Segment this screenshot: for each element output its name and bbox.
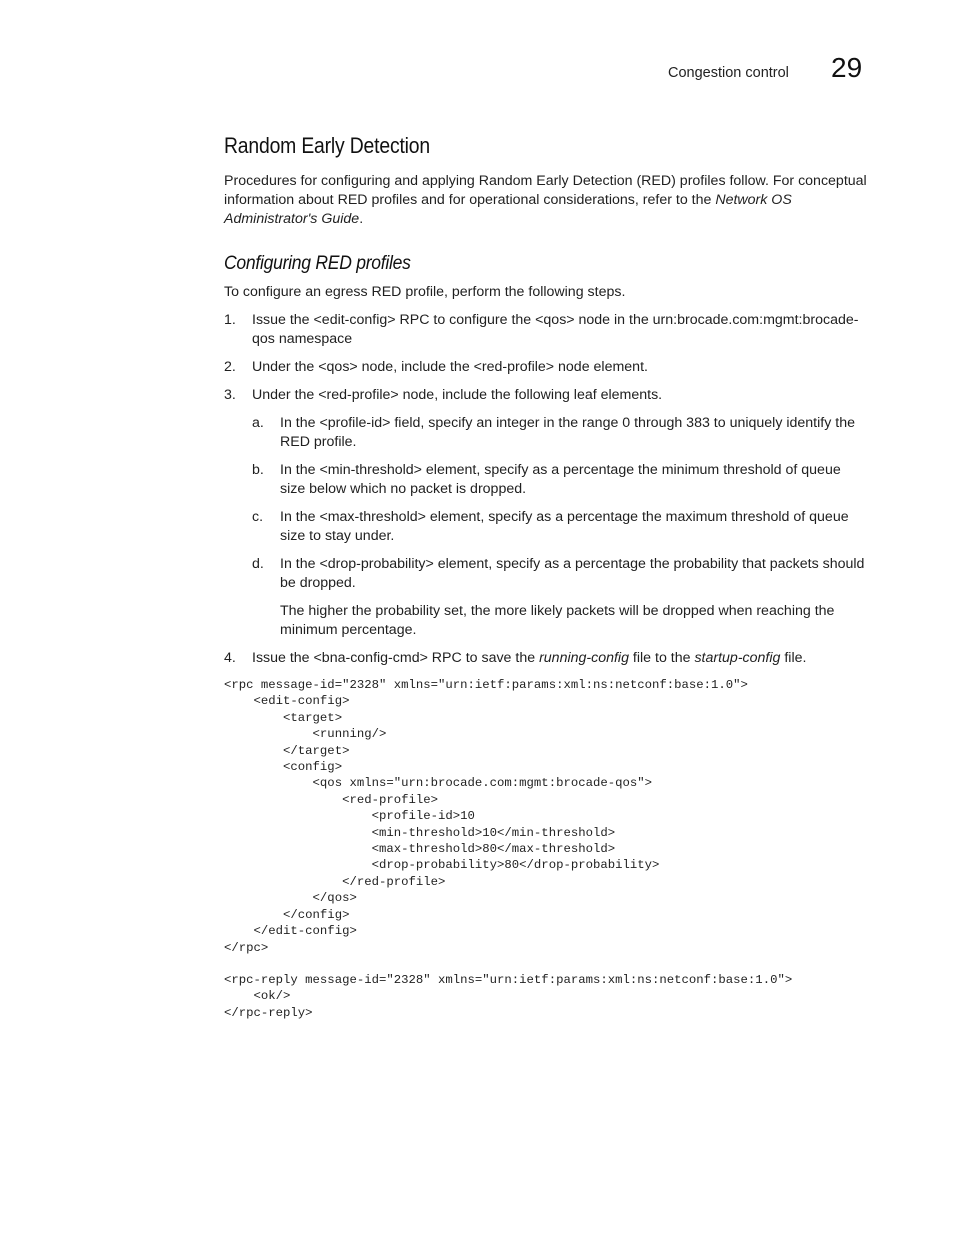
- step-text-middle: file to the: [628, 650, 695, 666]
- note-paragraph: The higher the probability set, the more likely packets will be dropped when reaching the minimum percentage.: [280, 603, 835, 638]
- intro-text: Procedures for configuring and applying Random Early Detection (RED) profiles follow. For conceptual information about RED profiles and for operational considerations, refer to the: [224, 173, 867, 208]
- substep-b: [224, 461, 869, 499]
- step-number: 4.: [224, 650, 236, 666]
- substep-c: [224, 508, 869, 546]
- running-header-section: Congestion control: [668, 65, 789, 81]
- step-number: 2.: [224, 359, 236, 375]
- step-text: Issue the <edit-config> RPC to configure the <qos> node in the urn:brocade.com:mgmt:brocade-qos namespace: [252, 312, 859, 347]
- code-block-request: <rpc message-id="2328" xmlns="urn:ietf:params:xml:ns:netconf:base:1.0"> <edit-config> <target> <running/> </target> <config> <qos xmlns="urn:brocade.com:mgmt:brocade-qos"> <red-profile> <profile-id>10 <min-threshold>10</min-threshold> <max-threshold>80</max-threshold> <drop-probability>80</drop-probability> </red-profile> </qos> </config> </edit-config> </rpc>: [224, 678, 748, 955]
- step-1: [224, 311, 869, 349]
- substep-text: In the <drop-probability> element, specify as a percentage the probability that packets should be dropped.: [280, 556, 865, 591]
- step-text: Issue the <bna-config-cmd> RPC to save the: [252, 650, 540, 666]
- page-content: [224, 128, 869, 1021]
- substep-text: In the <max-threshold> element, specify as a percentage the maximum threshold of queue size to stay under.: [280, 509, 849, 544]
- step-4: [224, 649, 869, 668]
- startup-config-term: startup-config: [694, 650, 781, 666]
- substep-a: [224, 414, 869, 452]
- intro-paragraph: [224, 172, 869, 229]
- substep-letter: b.: [252, 462, 264, 478]
- section-title: Random Early Detection: [224, 133, 430, 158]
- substep-letter: a.: [252, 415, 264, 431]
- step-text: Under the <qos> node, include the <red-profile> node element.: [252, 359, 648, 375]
- substep-letter: c.: [252, 509, 264, 525]
- step-3: [224, 386, 869, 405]
- step-text-end: file.: [780, 650, 807, 666]
- step-number: 1.: [224, 312, 236, 328]
- substep-letter: d.: [252, 556, 264, 572]
- step-number: 3.: [224, 387, 236, 403]
- running-config-term: running-config: [539, 650, 629, 666]
- subsection-title: Configuring RED profiles: [224, 252, 411, 274]
- step-text: Under the <red-profile> node, include the following leaf elements.: [252, 387, 663, 403]
- lead-paragraph: To configure an egress RED profile, perform the following steps.: [224, 284, 626, 300]
- code-spacer: [224, 956, 869, 972]
- step-2: [224, 358, 869, 377]
- substep-d: [224, 555, 869, 593]
- intro-text-end: .: [359, 211, 364, 227]
- guide-title: Network OS Administrator's Guide: [224, 192, 792, 227]
- code-block-reply: <rpc-reply message-id="2328" xmlns="urn:ietf:params:xml:ns:netconf:base:1.0"> <ok/> </rpc-reply>: [224, 972, 793, 1020]
- substep-text: In the <profile-id> field, specify an integer in the range 0 through 383 to uniquely identify the RED profile.: [280, 415, 855, 450]
- substep-text: In the <min-threshold> element, specify as a percentage the minimum threshold of queue size below which no packet is dropped.: [280, 462, 841, 497]
- chapter-number: 29: [831, 52, 863, 83]
